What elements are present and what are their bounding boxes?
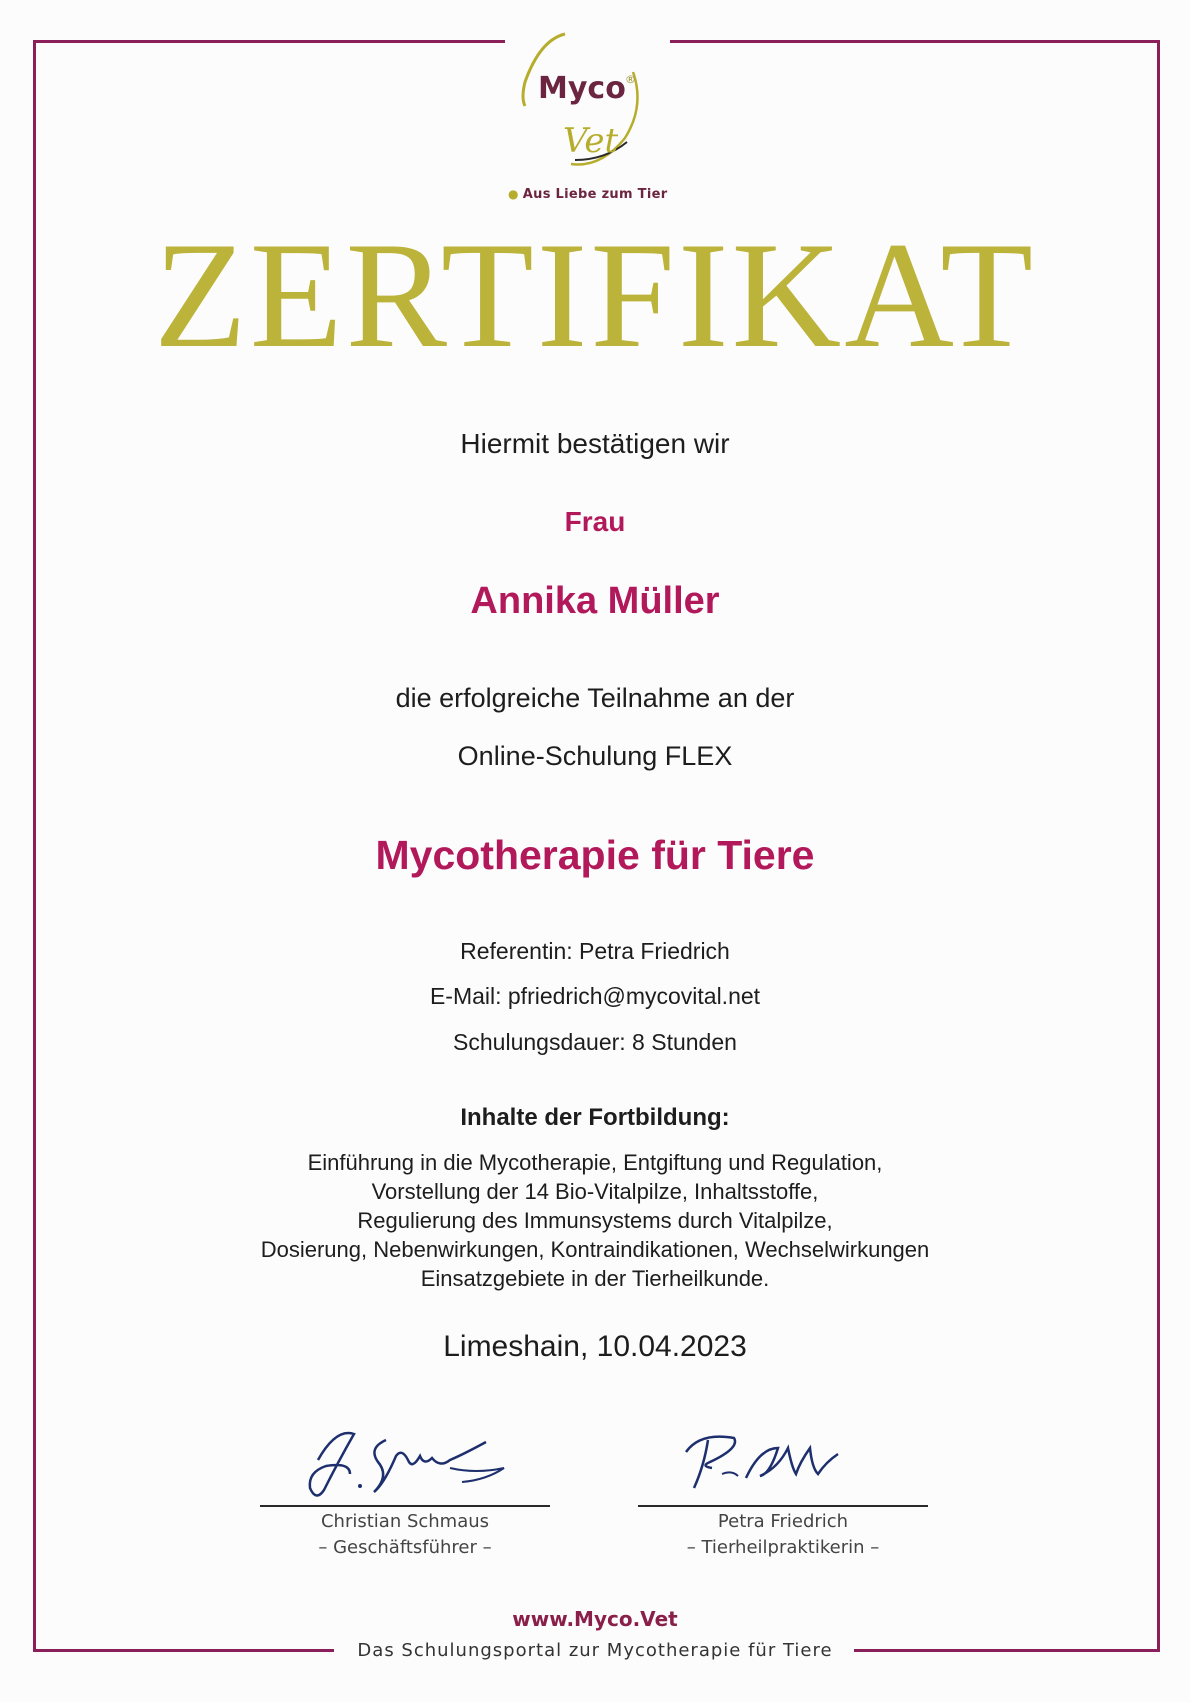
course-title: Mycotherapie für Tiere — [375, 832, 815, 878]
signature-line-right — [638, 1505, 928, 1507]
participation-text: die erfolgreiche Teilnahme an der — [395, 683, 795, 713]
contents-line: Vorstellung der 14 Bio-Vitalpilze, Inhaltsstoffe, — [371, 1179, 819, 1204]
signer-role-right: – Tierheilpraktikerin – — [686, 1537, 880, 1558]
mycovet-logo — [505, 10, 695, 180]
footer-subtitle: Das Schulungsportal zur Mycotherapie für Tiere — [357, 1640, 833, 1661]
signer-role-left: – Geschäftsführer – — [318, 1537, 492, 1558]
logo-tagline: ● Aus Liebe zum Tier — [508, 187, 668, 202]
website-link[interactable]: www.Myco.Vet — [512, 1607, 678, 1631]
signer-name-right: Petra Friedrich — [717, 1511, 849, 1532]
duration-line: Schulungsdauer: 8 Stunden — [453, 1029, 737, 1055]
signature-right — [670, 1418, 900, 1503]
signature-line-left — [260, 1505, 550, 1507]
logo-brand-bottom: Vet — [563, 121, 619, 161]
contents-line: Dosierung, Nebenwirkungen, Kontraindikationen, Wechselwirkungen — [260, 1237, 930, 1262]
signature-left — [290, 1418, 550, 1503]
intro-text: Hiermit bestätigen wir — [460, 428, 730, 459]
contents-heading: Inhalte der Fortbildung: — [460, 1104, 730, 1131]
course-type: Online-Schulung FLEX — [457, 741, 733, 771]
tagline-dot-icon: ● — [508, 187, 519, 201]
contents-line: Regulierung des Immunsystems durch Vitalpilze, — [357, 1208, 833, 1233]
contents-line: Einführung in die Mycotherapie, Entgiftung und Regulation, — [307, 1150, 883, 1175]
email-line: E-Mail: pfriedrich@mycovital.net — [429, 983, 761, 1009]
contents-list — [0, 1148, 1190, 1293]
signer-name-left: Christian Schmaus — [320, 1511, 490, 1532]
recipient-name: Annika Müller — [470, 580, 720, 622]
contents-line: Einsatzgebiete in der Tierheilkunde. — [420, 1266, 770, 1291]
place-date: Limeshain, 10.04.2023 — [443, 1330, 747, 1363]
certificate-title: ZERTIFIKAT — [153, 211, 1037, 379]
salutation: Frau — [564, 506, 626, 537]
logo-brand-top: Myco — [538, 71, 626, 106]
logo-registered: ® — [625, 73, 636, 86]
speaker-line: Referentin: Petra Friedrich — [460, 938, 730, 964]
